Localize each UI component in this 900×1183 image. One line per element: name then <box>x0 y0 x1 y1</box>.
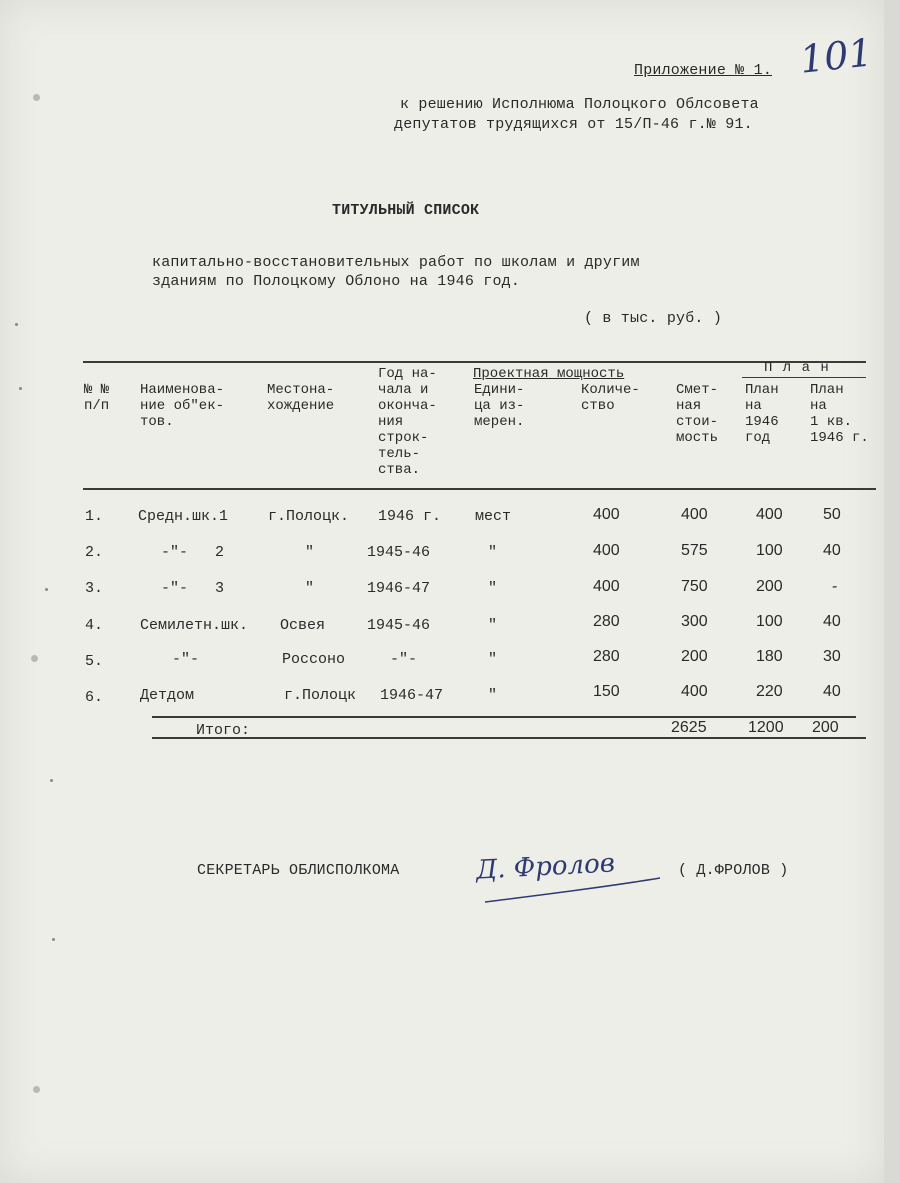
paper-speck <box>45 588 48 591</box>
paper-speck <box>19 387 22 390</box>
header-num: № № п/п <box>84 382 110 414</box>
row-quantity: 400 <box>593 506 620 523</box>
plan-group-rule <box>742 377 866 378</box>
total-plan-q1: 200 <box>812 719 839 736</box>
decision-line-1: к решению Исполнюма Полоцкого Облсовета <box>400 96 759 113</box>
punch-hole <box>33 94 40 101</box>
row-quantity: 280 <box>593 648 620 665</box>
row-num: 5. <box>85 653 104 670</box>
row-quantity: 150 <box>593 683 620 700</box>
header-bottom-rule <box>83 488 876 490</box>
row-unit: " <box>488 651 498 668</box>
row-quantity: 280 <box>593 613 620 630</box>
row-location: г.Полоцк. <box>268 508 350 525</box>
row-unit: " <box>488 687 498 704</box>
paper-speck <box>15 323 18 326</box>
header-plan-q1: План на 1 кв. 1946 г. <box>810 382 869 446</box>
row-estimate: 575 <box>681 542 708 559</box>
document-title: ТИТУЛЬНЫЙ СПИСОК <box>332 202 480 219</box>
row-years: -"- <box>390 651 418 668</box>
appendix-label: Приложение № 1. <box>634 62 773 79</box>
total-label: Итого: <box>196 722 251 739</box>
paper-speck <box>52 938 55 941</box>
subtitle-line-1: капитально-восстановительных работ по школам и другим <box>152 254 640 271</box>
signature-flourish <box>480 870 680 910</box>
row-plan-q1: 40 <box>823 542 841 559</box>
row-name: Семилетн.шк. <box>140 617 249 634</box>
header-years: Год на- чала и оконча- ния строк- тель- ства. <box>378 366 437 478</box>
row-unit: " <box>488 544 498 561</box>
row-num: 2. <box>85 544 104 561</box>
row-quantity: 400 <box>593 578 620 595</box>
row-unit: " <box>488 617 498 634</box>
units-note: ( в тыс. руб. ) <box>584 310 723 327</box>
row-plan-q1: - <box>832 578 838 595</box>
row-estimate: 200 <box>681 648 708 665</box>
row-years: 1946-47 <box>380 687 444 704</box>
row-estimate: 400 <box>681 683 708 700</box>
row-num: 1. <box>85 508 104 525</box>
handwritten-page-number: 101 <box>797 30 875 82</box>
paper-speck <box>50 779 53 782</box>
total-plan-year: 1200 <box>748 719 784 736</box>
row-plan-year: 100 <box>756 542 783 559</box>
row-estimate: 400 <box>681 506 708 523</box>
header-name: Наименова- ние об"ек- тов. <box>140 382 225 430</box>
row-plan-year: 400 <box>756 506 783 523</box>
row-num: 6. <box>85 689 104 706</box>
total-top-rule <box>152 716 856 718</box>
row-years: 1945-46 <box>367 544 431 561</box>
row-plan-q1: 40 <box>823 613 841 630</box>
signatory-name: ( Д.ФРОЛОВ ) <box>678 862 789 879</box>
row-unit: мест <box>475 508 512 525</box>
punch-hole <box>33 1086 40 1093</box>
row-name: -"- 3 <box>161 580 225 597</box>
subtitle-line-2: зданиям по Полоцкому Облоно на 1946 год. <box>152 273 521 290</box>
row-years: 1946 г. <box>378 508 442 525</box>
row-plan-q1: 30 <box>823 648 841 665</box>
row-location: " <box>305 544 315 561</box>
decision-line-2: депутатов трудящихся от 15/П-46 г.№ 91. <box>394 116 753 133</box>
row-name: -"- 2 <box>161 544 225 561</box>
row-location: " <box>305 580 315 597</box>
row-plan-q1: 50 <box>823 506 841 523</box>
row-plan-q1: 40 <box>823 683 841 700</box>
row-location: г.Полоцк <box>284 687 357 704</box>
row-plan-year: 200 <box>756 578 783 595</box>
row-quantity: 400 <box>593 542 620 559</box>
header-location: Местона- хождение <box>267 382 335 414</box>
row-num: 4. <box>85 617 104 634</box>
row-plan-year: 100 <box>756 613 783 630</box>
row-plan-year: 220 <box>756 683 783 700</box>
row-name: -"- <box>172 651 200 668</box>
row-name: Детдом <box>140 687 195 704</box>
row-name: Средн.шк.1 <box>138 508 229 525</box>
row-location: Россоно <box>282 651 346 668</box>
total-bottom-rule <box>152 737 866 739</box>
row-plan-year: 180 <box>756 648 783 665</box>
row-location: Освея <box>280 617 326 634</box>
header-plan-group: П л а н <box>764 360 830 376</box>
total-estimate: 2625 <box>671 719 707 736</box>
header-plan-year: План на 1946 год <box>745 382 779 446</box>
header-estimate: Смет- ная стои- мость <box>676 382 719 446</box>
row-estimate: 750 <box>681 578 708 595</box>
signatory-title: СЕКРЕТАРЬ ОБЛИСПОЛКОМА <box>197 862 400 879</box>
header-unit: Едини- ца из- мерен. <box>474 382 525 430</box>
row-num: 3. <box>85 580 104 597</box>
row-unit: " <box>488 580 498 597</box>
row-estimate: 300 <box>681 613 708 630</box>
row-years: 1945-46 <box>367 617 431 634</box>
header-quantity: Количе- ство <box>581 382 640 414</box>
table-top-rule <box>83 361 866 363</box>
punch-hole <box>31 655 38 662</box>
header-capacity-group: Проектная мощность <box>473 366 625 382</box>
row-years: 1946-47 <box>367 580 431 597</box>
handwritten-signature: Д. Фролов <box>475 848 616 886</box>
